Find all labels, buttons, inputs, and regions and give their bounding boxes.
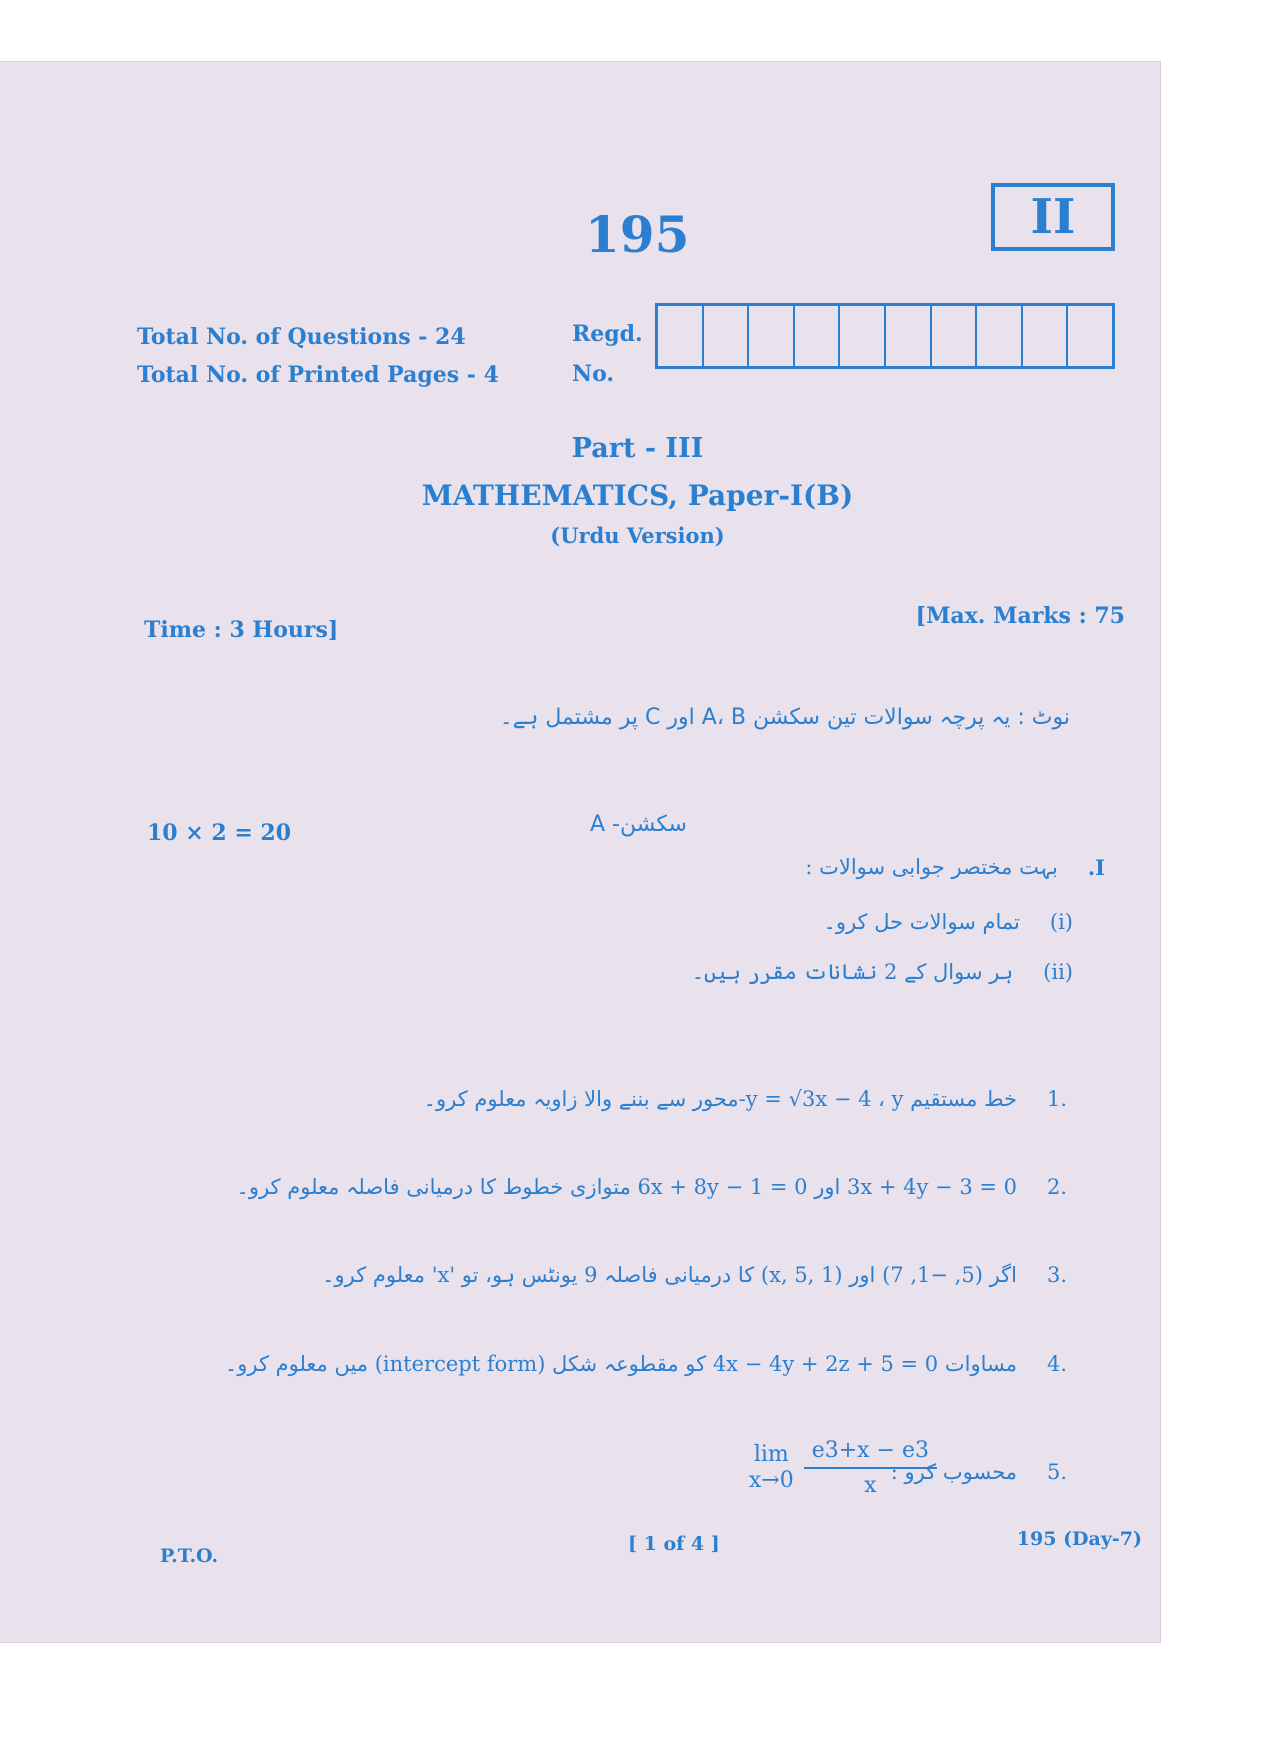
limit-operator (749, 1442, 794, 1494)
footer-page-number: [ 1 of 4 ] (628, 1533, 720, 1555)
regd-box[interactable] (1023, 306, 1069, 366)
limit-subscript: x→0 (748, 1468, 794, 1493)
total-questions: Total No. of Questions - 24 (137, 324, 466, 350)
regd-box[interactable] (704, 306, 750, 366)
sub-instruction-text: ہر سوال کے 2 نشانات مقرر ہیں۔ (691, 960, 1014, 984)
set-label: II (1030, 189, 1076, 245)
footer-code: 195 (Day-7) (1016, 1528, 1142, 1550)
question-4 (225, 1352, 1077, 1376)
question-2 (237, 1175, 1077, 1199)
sub-instruction-number: (ii) (1043, 960, 1073, 984)
part-title: Part - III (571, 433, 704, 464)
limit-expression (749, 1438, 937, 1498)
paper-info (137, 318, 499, 394)
regd-box[interactable] (977, 306, 1023, 366)
time-label: Time : 3 Hours] (144, 617, 339, 643)
set-badge (991, 183, 1115, 251)
sub-instruction-i (824, 910, 1073, 934)
regd-box[interactable] (932, 306, 978, 366)
max-marks-label: [Max. Marks : 75 (915, 603, 1125, 629)
version-label: (Urdu Version) (550, 523, 725, 548)
fraction-denominator: x (864, 1473, 877, 1498)
question-text: خط مستقیم y = √3x − 4 ، y-محور سے بننے والا زاویہ معلوم کرو۔ (423, 1087, 1017, 1111)
sub-instruction-number: (i) (1049, 910, 1073, 934)
sub-instruction-ii (692, 960, 1073, 984)
regd-box[interactable] (795, 306, 841, 366)
question-text: اگر (5, −1, 7) اور (x, 5, 1) کا درمیانی فاصلہ 9 یونٹس ہو، تو 'x' معلوم کرو۔ (322, 1263, 1017, 1287)
regd-label (572, 314, 643, 394)
paper-code: 195 (585, 205, 690, 264)
question-number: .2 (1047, 1175, 1068, 1199)
instruction-row (805, 855, 1105, 880)
limit-fraction (804, 1438, 937, 1498)
subject-title: MATHEMATICS, Paper-I(B) (421, 479, 854, 512)
question-text: مساوات 4x − 4y + 2z + 5 = 0 کو مقطوعہ شکل (intercept form) میں معلوم کرو۔ (224, 1352, 1017, 1376)
question-number: .1 (1047, 1087, 1068, 1111)
regd-number-boxes[interactable] (655, 303, 1115, 369)
regd-label-line1: Regd. (572, 321, 643, 347)
question-text: محسوب کرو : (890, 1460, 1017, 1484)
question-3 (322, 1263, 1077, 1287)
limit-word: lim (753, 1442, 789, 1467)
regd-box[interactable] (658, 306, 704, 366)
instruction-text: بہت مختصر جوابی سوالات : (805, 855, 1058, 879)
total-pages: Total No. of Printed Pages - 4 (137, 362, 499, 388)
question-1 (424, 1087, 1077, 1111)
question-number: .4 (1047, 1352, 1068, 1376)
regd-box[interactable] (749, 306, 795, 366)
sub-instruction-text: تمام سوالات حل کرو۔ (823, 910, 1020, 934)
fraction-numerator: e3+x − e3 (804, 1438, 937, 1469)
regd-box[interactable] (1068, 306, 1112, 366)
section-title: سکشن- A (590, 812, 687, 837)
question-number: .5 (1047, 1460, 1068, 1484)
regd-box[interactable] (886, 306, 932, 366)
paper-sheet (0, 62, 1160, 1642)
footer-pto: P.T.O. (160, 1545, 219, 1567)
regd-label-line2: No. (572, 361, 615, 387)
section-marks: 10 × 2 = 20 (147, 820, 292, 846)
regd-box[interactable] (840, 306, 886, 366)
note-text: نوٹ : یہ پرچہ سوالات تین سکشن A، B اور C پر مشتمل ہے۔ (499, 705, 1070, 730)
question-text: 3x + 4y − 3 = 0 اور 6x + 8y − 1 = 0 متوازی خطوط کا درمیانی فاصلہ معلوم کرو۔ (236, 1175, 1017, 1199)
question-number: .3 (1047, 1263, 1068, 1287)
instruction-number: I. (1087, 855, 1105, 880)
